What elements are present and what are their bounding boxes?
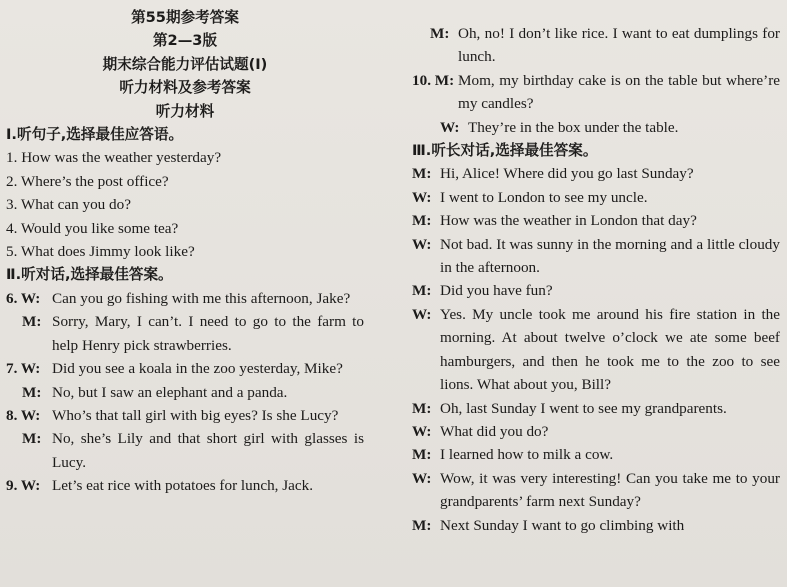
dialogue-text: Can you go fishing with me this afternoon, Jake? [52,289,351,307]
page-range: 第2—3版 [152,32,218,50]
issue-title: 第55期参考答案 [131,9,239,26]
dialogue-text: Did you see a koala in the zoo yesterday, Mike? [52,360,343,378]
speaker-label: W: [20,360,41,378]
subtitle: 听力材料及参考答案 [119,79,251,97]
speaker-label: W: [20,406,41,424]
dialogue-text: Mom, my birthday cake is on the table but where’re my candles? [458,71,780,113]
question-number: 9. [6,477,18,495]
dialogue-text: Yes. My uncle took me around his fire station in the morning. At about twelve o’clock we ate some beef hamburgers, and then he took me to the zoo to see lions. What about you, Bill? [440,305,780,394]
dialogue-text: No, but I saw an elephant and a panda. [52,383,288,401]
dialogue-line [6,427,364,474]
dialogue-text: Oh, last Sunday I went to see my grandparents. [440,399,727,417]
dialogue-line [412,162,780,185]
part1-item: 4. Would you like some tea? [6,219,179,237]
dialogue-line [6,404,364,427]
question-number: 10. [412,71,431,89]
dialogue-line [6,474,364,497]
speaker-label: M: [22,313,42,331]
dialogue-text: What did you do? [440,422,549,440]
dialogue-text: Who’s that tall girl with big eyes? Is she Lucy? [52,406,339,424]
dialogue-text: I went to London to see my uncle. [440,188,648,206]
part1-item: 2. Where’s the post office? [6,172,169,190]
dialogue-line [412,22,780,69]
dialogue-text: Let’s eat rice with potatoes for lunch, Jack. [52,477,314,495]
exam-title: 期末综合能力评估试题(Ⅰ) [102,55,268,73]
dialogue-text: How was the weather in London that day? [440,212,697,230]
question-number: 6. [6,289,18,307]
speaker-label: M: [434,71,455,89]
speaker-label: M: [412,399,432,417]
dialogue-text: Hi, Alice! Where did you go last Sunday? [440,165,694,183]
dialogue-text: Not bad. It was sunny in the morning and a little cloudy in the afternoon. [440,235,780,277]
dialogue-text: They’re in the box under the table. [468,118,679,136]
dialogue-text: Sorry, Mary, I can’t. I need to go to the farm to help Henry pick strawberries. [52,313,364,354]
speaker-label: W: [412,469,432,487]
part2-heading: Ⅱ.听对话,选择最佳答案。 [6,266,173,284]
dialogue-line [412,69,780,116]
dialogue-text: Next Sunday I want to go climbing with [440,516,685,534]
part3-heading: Ⅲ.听长对话,选择最佳答案。 [412,142,598,160]
dialogue-line [6,357,364,380]
dialogue-line [412,467,780,514]
dialogue-text: I learned how to milk a cow. [440,446,614,464]
dialogue-text: Wow, it was very interesting! Can you take me to your grandparents’ farm next Sunday? [440,469,780,511]
speaker-label: W: [20,477,41,495]
section-title: 听力材料 [155,102,215,120]
dialogue-line [412,420,780,443]
part1-heading: Ⅰ.听句子,选择最佳应答语。 [6,126,184,144]
speaker-label: M: [22,430,42,448]
speaker-label: M: [412,516,432,534]
dialogue-line [6,310,364,357]
part1-item: 5. What does Jimmy look like? [6,243,195,261]
right-column [412,22,780,537]
dialogue-line [412,209,780,232]
part1-item: 1. How was the weather yesterday? [6,149,222,167]
question-number: 7. [6,360,18,378]
dialogue-line [412,514,780,537]
dialogue-line [6,287,364,310]
dialogue-line [6,381,364,404]
speaker-label: M: [412,165,432,183]
speaker-label: W: [412,188,432,206]
dialogue-line [412,443,780,466]
dialogue-line [412,233,780,280]
left-column [6,6,364,498]
speaker-label: W: [412,422,432,440]
speaker-label: M: [412,212,432,230]
dialogue-line [412,279,780,302]
part1-item: 3. What can you do? [6,196,131,214]
dialogue-line [412,397,780,420]
dialogue-text: Oh, no! I don’t like rice. I want to eat dumplings for lunch. [458,25,780,66]
speaker-label: W: [412,305,432,323]
dialogue-line [412,186,780,209]
speaker-label: W: [20,289,41,307]
speaker-label: W: [440,118,460,136]
dialogue-text: Did you have fun? [440,282,553,300]
dialogue-line [412,116,780,139]
speaker-label: M: [412,282,432,300]
question-number: 8. [6,406,18,424]
dialogue-line [412,303,780,397]
speaker-label: M: [412,446,432,464]
dialogue-text: No, she’s Lily and that short girl with glasses is Lucy. [52,430,364,471]
speaker-label: M: [430,25,450,42]
speaker-label: W: [412,235,432,253]
speaker-label: M: [22,383,42,401]
